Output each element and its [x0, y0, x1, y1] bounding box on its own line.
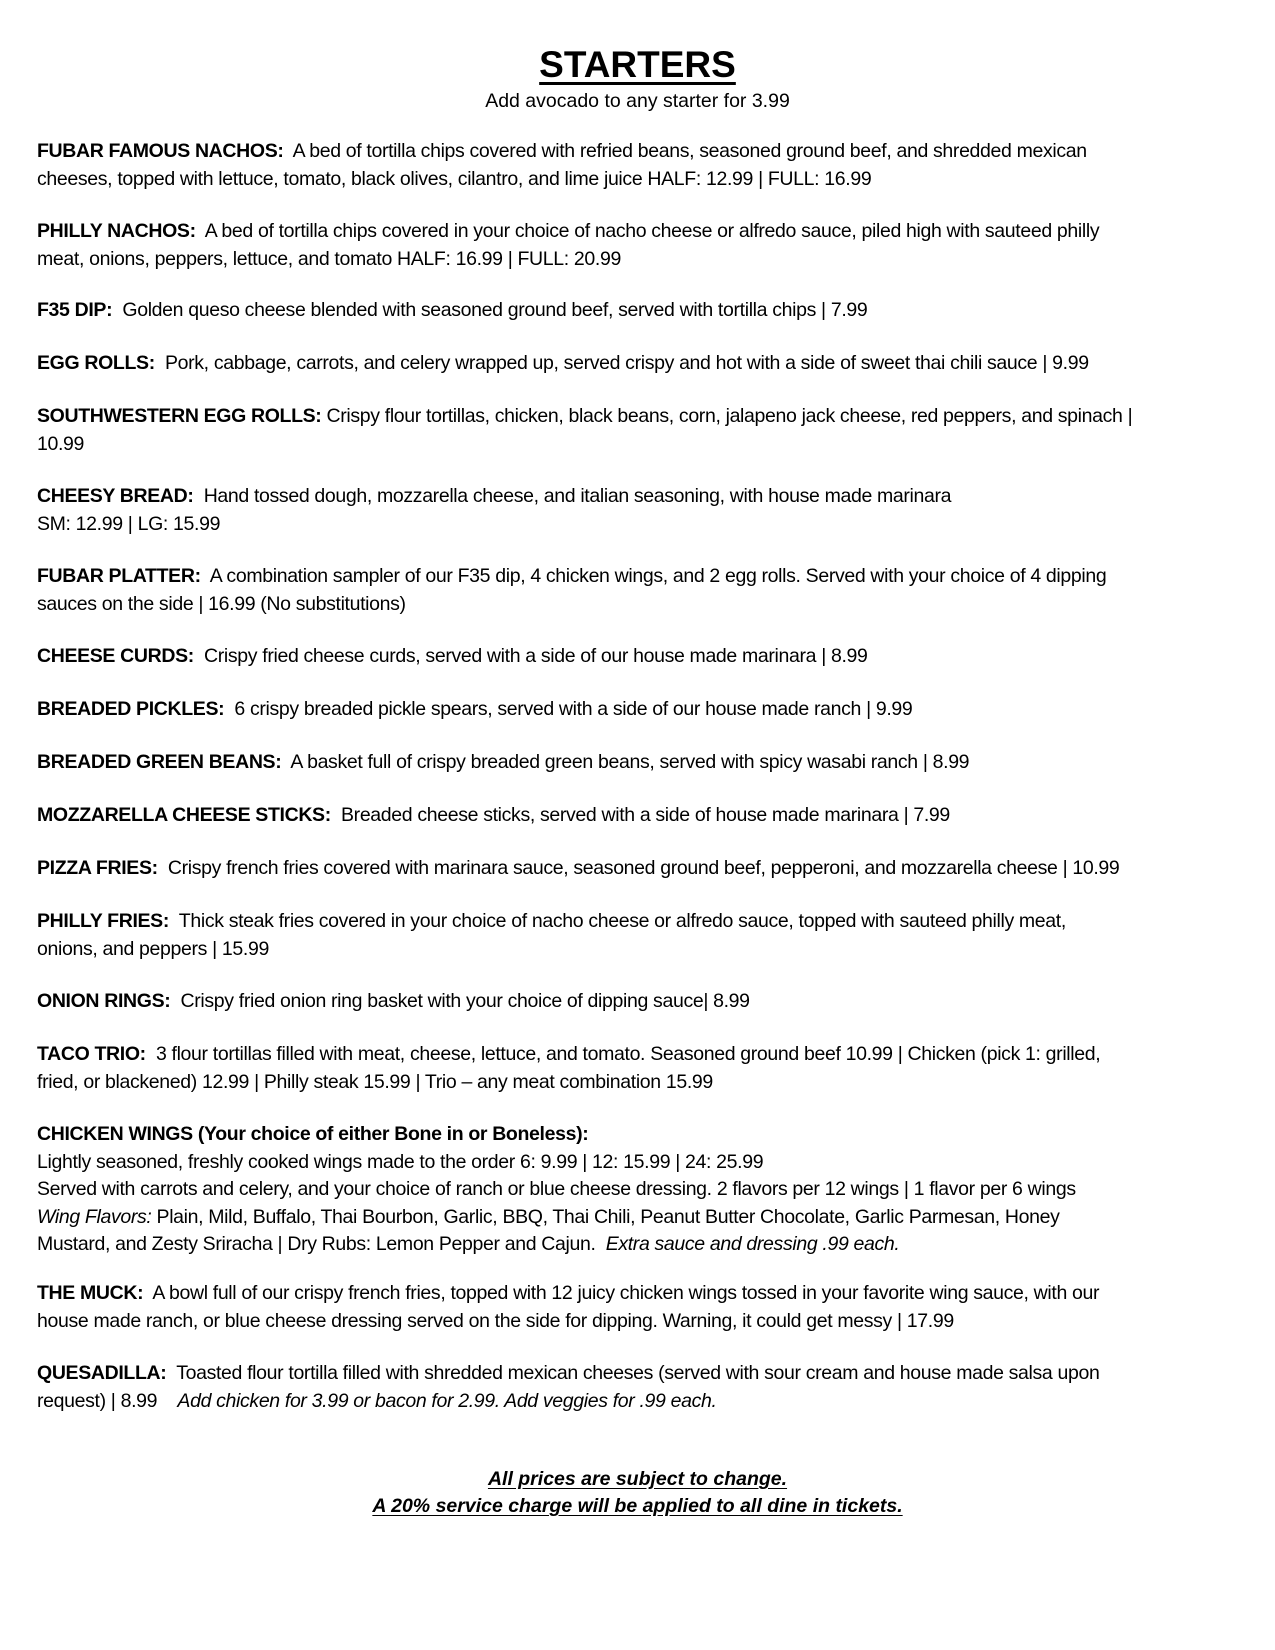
item-name: PIZZA FRIES: [37, 857, 158, 879]
item-description: Toasted flour tortilla filled with shredded mexican cheeses (served with sour cream and house made salsa upon [176, 1362, 1100, 1384]
item-description: Thick steak fries covered in your choice of nacho cheese or alfredo sauce, topped with sauteed philly meat, [178, 910, 1066, 932]
item-name: MOZZARELLA CHEESE STICKS: [37, 804, 331, 826]
item-description: Pork, cabbage, carrots, and celery wrapped up, served crispy and hot with a side of sweet thai chili sauce | 9.99 [164, 352, 1089, 374]
page-subtitle: Add avocado to any starter for 3.99 [485, 90, 790, 112]
menu-item-cheese-curds [37, 643, 1247, 671]
item-description-cont: sauces on the side | 16.99 (No substitutions) [37, 592, 406, 615]
item-name: EGG ROLLS: [37, 352, 155, 374]
menu-item-onion-rings [37, 988, 1247, 1016]
item-description: Golden queso cheese blended with seasoned ground beef, served with tortilla chips | 7.99 [122, 299, 868, 321]
item-description: Breaded cheese sticks, served with a side of house made marinara | 7.99 [341, 804, 950, 826]
item-name: THE MUCK: [37, 1282, 144, 1304]
item-description: A bed of tortilla chips covered in your choice of nacho cheese or alfredo sauce, piled high with sauteed philly [204, 220, 1100, 242]
menu-item-quesadilla [37, 1360, 1247, 1415]
item-description-cont: onions, and peppers | 15.99 [37, 937, 269, 960]
item-description: Crispy french fries covered with marinara sauce, seasoned ground beef, pepperoni, and mozzarella cheese | 10.99 [167, 857, 1120, 879]
menu-item-philly-fries [37, 908, 1247, 963]
menu-item-philly-nachos [37, 218, 1247, 273]
item-name: BREADED GREEN BEANS: [37, 751, 282, 773]
item-name: QUESADILLA: [37, 1362, 167, 1384]
item-description: Crispy flour tortillas, chicken, black beans, corn, jalapeno jack cheese, red peppers, and spinach | [326, 405, 1133, 427]
item-name: CHEESE CURDS: [37, 645, 194, 667]
item-description: A bowl full of our crispy french fries, topped with 12 juicy chicken wings tossed in your favorite wing sauce, with our [152, 1282, 1100, 1304]
wings-serving: Served with carrots and celery, and your choice of ranch or blue cheese dressing. 2 flavors per 12 wings | 1 flavor per 6 wings [37, 1178, 1076, 1200]
item-description-cont: SM: 12.99 | LG: 15.99 [37, 512, 221, 535]
item-description: A combination sampler of our F35 dip, 4 chicken wings, and 2 egg rolls. Served with your choice of 4 dipping [209, 565, 1107, 587]
item-name: CHICKEN WINGS (Your choice of either Bone in or Boneless): [37, 1123, 589, 1145]
item-description: A basket full of crispy breaded green beans, served with spicy wasabi ranch | 8.99 [290, 751, 970, 773]
item-name: PHILLY NACHOS: [37, 220, 196, 242]
menu-item-chicken-wings [37, 1121, 1247, 1259]
quesadilla-addons: Add chicken for 3.99 or bacon for 2.99. Add veggies for .99 each. [177, 1389, 717, 1412]
item-description: 6 crispy breaded pickle spears, served with a side of our house made ranch | 9.99 [234, 698, 913, 720]
item-description-cont: request) | 8.99 [37, 1389, 158, 1412]
menu-item-mozzarella-cheese-sticks [37, 802, 1247, 830]
menu-item-southwestern-egg-rolls [37, 403, 1247, 458]
item-description-cont: house made ranch, or blue cheese dressing served on the side for dipping. Warning, it could get messy | 17.99 [37, 1309, 954, 1332]
item-description: Crispy fried onion ring basket with your choice of dipping sauce| 8.99 [180, 990, 750, 1012]
menu-item-cheesy-bread [37, 483, 1247, 538]
item-description: Hand tossed dough, mozzarella cheese, and italian seasoning, with house made marinara [203, 485, 952, 507]
menu-item-fubar-nachos [37, 138, 1247, 193]
item-description: Crispy fried cheese curds, served with a side of our house made marinara | 8.99 [204, 645, 868, 667]
item-name: FUBAR PLATTER: [37, 565, 201, 587]
item-description: A bed of tortilla chips covered with refried beans, seasoned ground beef, and shredded mexican [292, 140, 1087, 162]
item-name: ONION RINGS: [37, 990, 171, 1012]
menu-item-fubar-platter [37, 563, 1247, 618]
footer-price-notice: All prices are subject to change. [487, 1468, 788, 1490]
menu-item-pizza-fries [37, 855, 1247, 883]
item-name: TACO TRIO: [37, 1043, 146, 1065]
wings-flavors-cont: Mustard, and Zesty Sriracha | Dry Rubs: Lemon Pepper and Cajun. [37, 1233, 596, 1255]
menu-item-egg-rolls [37, 350, 1247, 378]
menu-item-taco-trio [37, 1041, 1247, 1096]
item-description: 3 flour tortillas filled with meat, cheese, lettuce, and tomato. Seasoned ground beef 10.99 | Chicken (pick 1: grilled, [155, 1043, 1101, 1065]
wings-flavors-label: Wing Flavors: [37, 1205, 152, 1228]
wings-flavors: Plain, Mild, Buffalo, Thai Bourbon, Garlic, BBQ, Thai Chili, Peanut Butter Chocolate, Garlic Parmesan, Honey [156, 1205, 1060, 1228]
menu-item-breaded-pickles [37, 696, 1247, 724]
item-description-cont: fried, or blackened) 12.99 | Philly steak 15.99 | Trio – any meat combination 15.99 [37, 1070, 713, 1093]
item-name: SOUTHWESTERN EGG ROLLS: [37, 405, 322, 427]
page-title: STARTERS [539, 44, 736, 85]
wings-pricing: Lightly seasoned, freshly cooked wings made to the order 6: 9.99 | 12: 15.99 | 24: 25.99 [37, 1150, 764, 1173]
item-description-cont: meat, onions, peppers, lettuce, and tomato HALF: 16.99 | FULL: 20.99 [37, 247, 621, 270]
item-name: F35 DIP: [37, 299, 113, 321]
item-description-cont: 10.99 [37, 432, 85, 455]
menu-item-breaded-green-beans [37, 749, 1247, 777]
item-description-cont: cheeses, topped with lettuce, tomato, black olives, cilantro, and lime juice HALF: 12.99 | FULL: 16.99 [37, 167, 872, 190]
menu-item-the-muck [37, 1280, 1247, 1335]
item-name: PHILLY FRIES: [37, 910, 169, 932]
menu-item-f35-dip [37, 297, 1247, 325]
item-name: BREADED PICKLES: [37, 698, 225, 720]
footer-service-charge: A 20% service charge will be applied to all dine in tickets. [372, 1495, 903, 1517]
item-name: FUBAR FAMOUS NACHOS: [37, 140, 284, 162]
item-name: CHEESY BREAD: [37, 485, 194, 507]
wings-extra-note: Extra sauce and dressing .99 each. [605, 1233, 900, 1255]
